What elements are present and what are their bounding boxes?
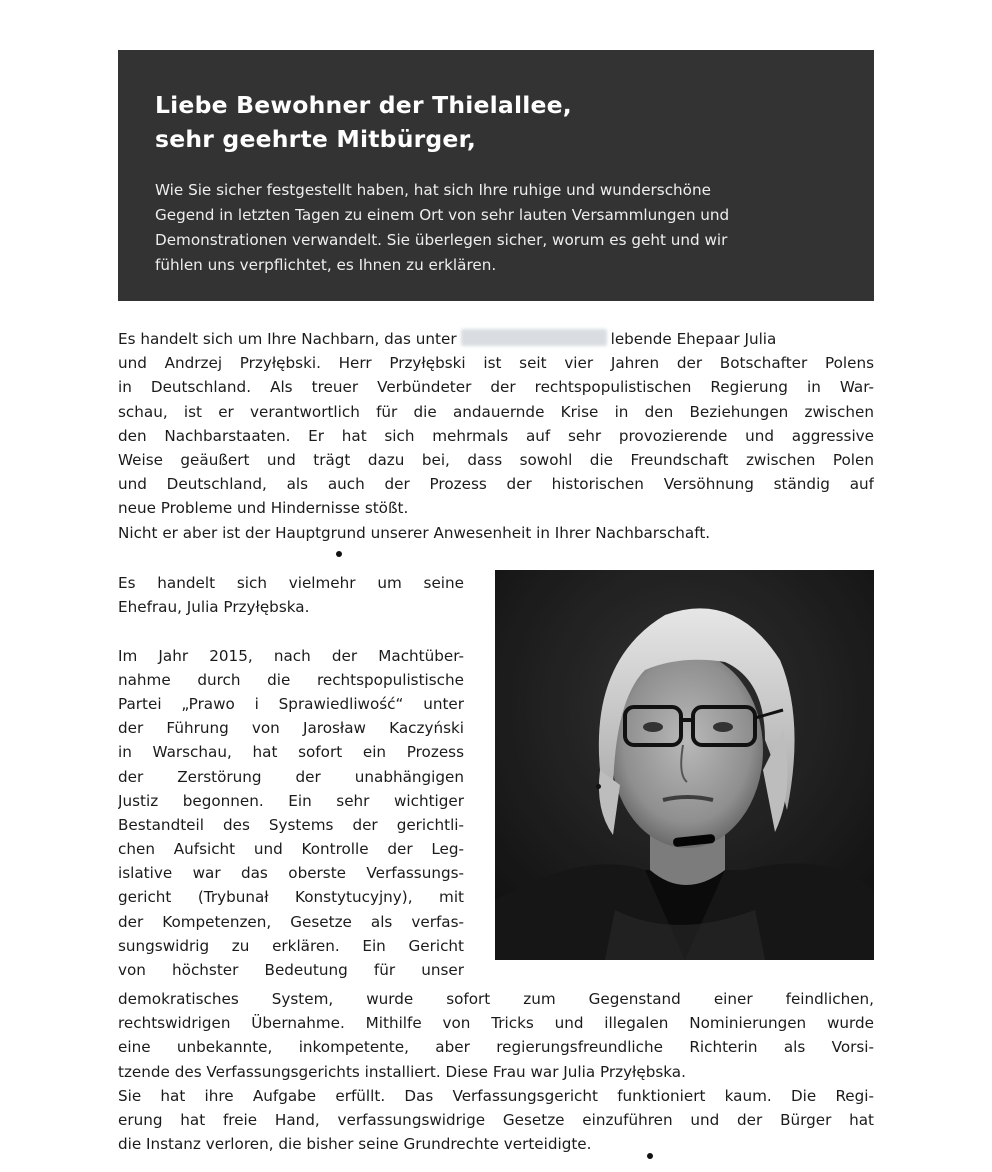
header-box (118, 50, 874, 301)
redacted-address (461, 329, 607, 346)
paragraph-line: Sie hat ihre Aufgabe erfüllt. Das Verfassungsgericht funktioniert kaum. Die Regi- (118, 1086, 874, 1105)
intro-line: Wie Sie sicher festgestellt haben, hat sich Ihre ruhige und wunderschöne (155, 181, 711, 199)
paragraph-line: eine unbekannte, inkompetente, aber regierungsfreundliche Richterin als Vorsi- (118, 1038, 874, 1057)
paragraph-line: Nicht er aber ist der Hauptgrund unserer Anwesenheit in Ihrer Nachbarschaft. (118, 523, 711, 542)
paragraph-line: neue Probleme und Hindernisse stößt. (118, 499, 409, 518)
column-line: sungswidrig zu erklären. Ein Gericht (118, 936, 464, 955)
paragraph-line: Weise geäußert und trägt dazu bei, dass sowohl die Freundschaft zwischen Polen (118, 450, 874, 469)
intro-line: Demonstrationen verwandelt. Sie überlegen sicher, worum es geht und wir (155, 231, 728, 249)
paragraph-line: demokratisches System, wurde sofort zum Gegenstand einer feindlichen, (118, 990, 874, 1008)
text-segment: lebende Ehepaar Julia (610, 330, 777, 348)
paragraph-line (118, 327, 874, 351)
speck-mark (647, 1153, 653, 1159)
paragraph-gap (118, 619, 464, 643)
greeting-line: Liebe Bewohner der Thielallee, (155, 91, 572, 119)
paragraph-neighbors (118, 327, 874, 545)
column-line: Im Jahr 2015, nach der Machtüber- (118, 646, 464, 665)
speck-mark (336, 551, 342, 557)
paragraph-line: die Instanz verloren, die bisher seine Grundrechte verteidigte. (118, 1135, 592, 1154)
column-line: Bestandteil des Systems der gerichtli- (118, 815, 464, 834)
column-line: nahme durch die rechtspopulistische (118, 670, 464, 689)
paragraph-line: und Andrzej Przyłębski. Herr Przyłębski ist seit vier Jahren der Botschafter Polens (118, 354, 874, 373)
column-line: Justiz begonnen. Ein sehr wichtiger (118, 791, 464, 810)
bottom-paragraph (118, 987, 874, 1157)
intro-paragraph (155, 178, 838, 278)
paragraph-line: rechtswidrigen Übernahme. Mithilfe von Tricks und illegalen Nominierungen wurde (118, 1014, 874, 1033)
portrait-photo (495, 570, 874, 960)
left-column-text (118, 571, 464, 982)
paragraph-line: erung hat freie Hand, verfassungswidrige Gesetze einzuführen und der Bürger hat (118, 1111, 874, 1130)
greeting-heading (155, 88, 838, 156)
paragraph-line: und Deutschland, als auch der Prozess der historischen Versöhnung ständig auf (118, 475, 874, 494)
column-line: in Warschau, hat sofort ein Prozess (118, 743, 464, 762)
column-line: Es handelt sich vielmehr um seine (118, 574, 464, 592)
column-line: chen Aufsicht und Kontrolle der Leg- (118, 840, 464, 859)
column-line: gericht (Trybunał Konstytucyjny), mit (118, 888, 464, 907)
text-segment: Es handelt sich um Ihre Nachbarn, das unter (118, 330, 457, 348)
column-line: der Führung von Jarosław Kaczyński (118, 719, 464, 738)
greeting-line: sehr geehrte Mitbürger, (155, 125, 477, 153)
paragraph-line: den Nachbarstaaten. Er hat sich mehrmals auf sehr provozierende und aggressive (118, 426, 874, 445)
column-line: der Kompetenzen, Gesetze als verfas- (118, 912, 464, 931)
column-line: Ehefrau, Julia Przyłębska. (118, 598, 310, 617)
paragraph-line: schau, ist er verantwortlich für die andauernde Krise in den Beziehungen zwischen (118, 402, 874, 421)
column-line: von höchster Bedeutung für unser (118, 961, 464, 980)
portrait-illustration (495, 570, 874, 960)
intro-line: Gegend in letzten Tagen zu einem Ort von sehr lauten Versammlungen und (155, 206, 730, 224)
intro-line: fühlen uns verpflichtet, es Ihnen zu erklären. (155, 256, 497, 274)
column-line: der Zerstörung der unabhängigen (118, 767, 464, 786)
paragraph-line: tzende des Verfassungsgerichts installiert. Diese Frau war Julia Przyłębska. (118, 1062, 686, 1081)
column-line: islative war das oberste Verfassungs- (118, 864, 464, 883)
paragraph-line: in Deutschland. Als treuer Verbündeter der rechtspopulistischen Regierung in War- (118, 378, 874, 397)
column-line: Partei „Prawo i Sprawiedliwość“ unter (118, 694, 464, 713)
speck-mark (596, 784, 601, 789)
